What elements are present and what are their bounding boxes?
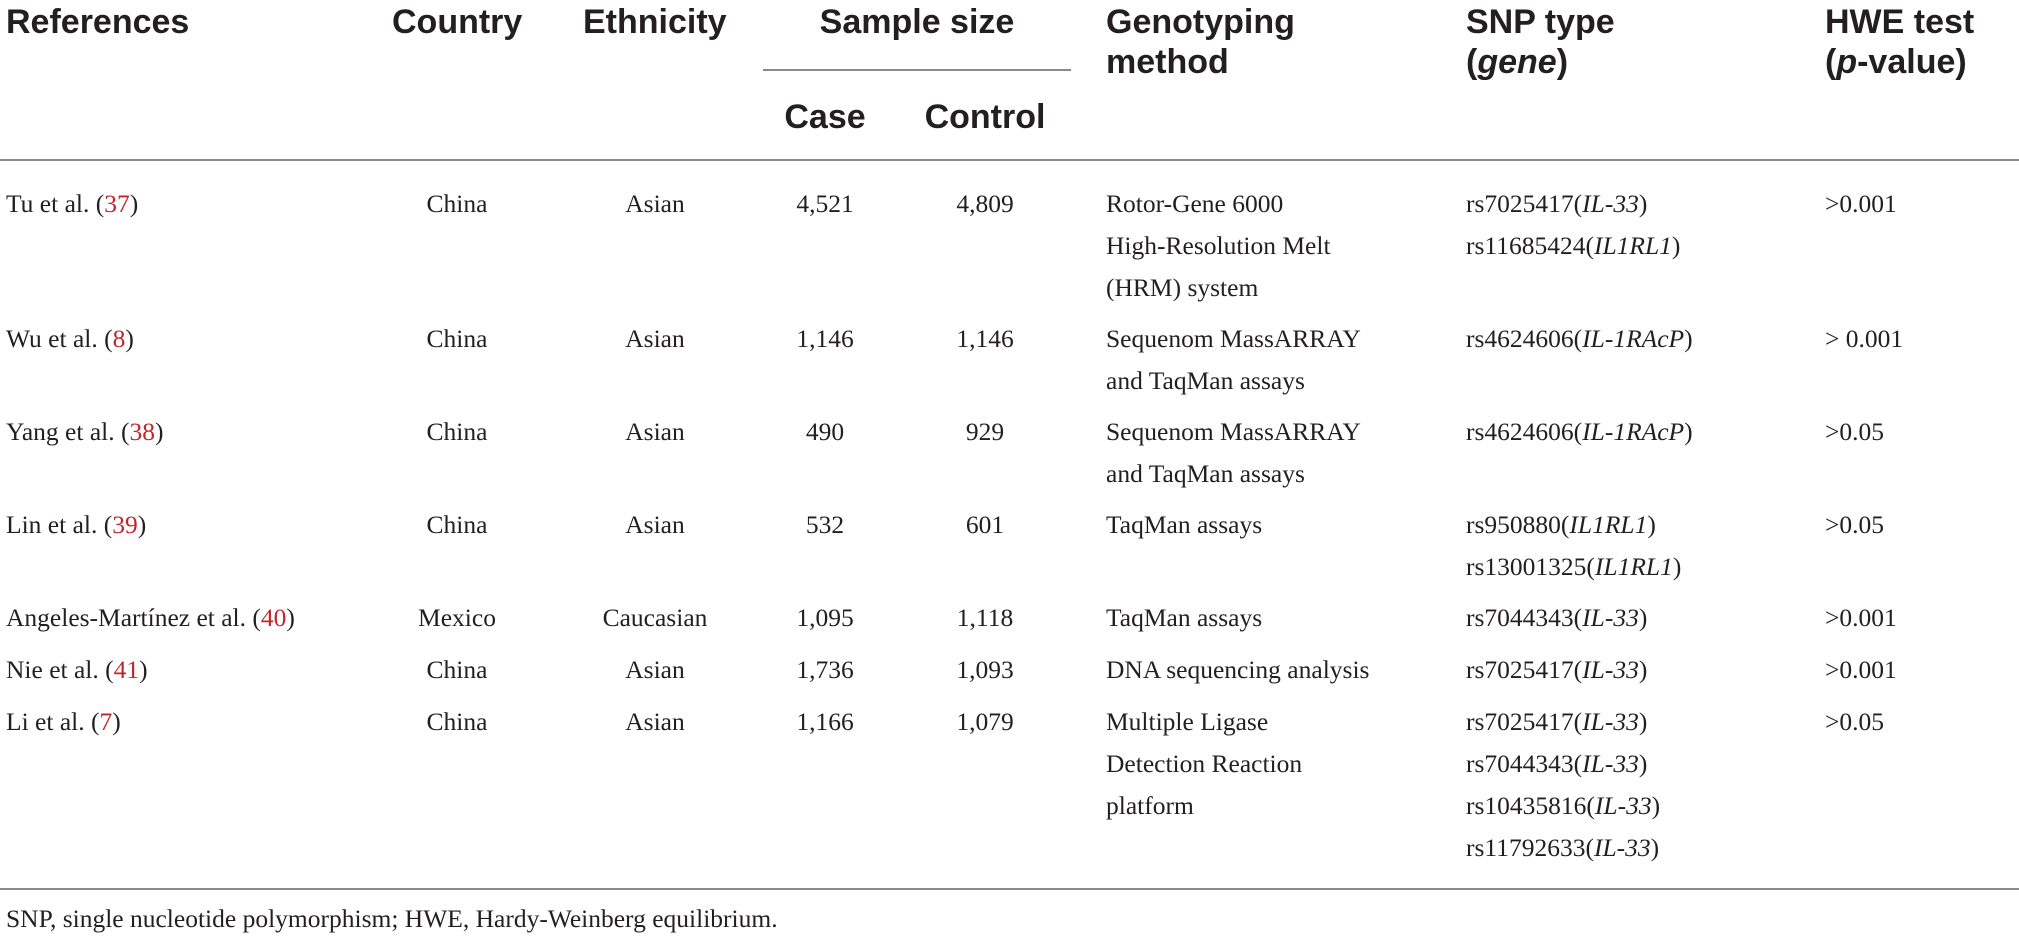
row-2-country: China	[426, 324, 488, 353]
header-sample-size: Sample size	[819, 3, 1015, 41]
row-7-method-line: Detection Reaction	[1106, 749, 1303, 778]
row-3-country: China	[426, 417, 488, 446]
row-3-case: 490	[805, 417, 845, 446]
row-1-method-line: (HRM) system	[1106, 273, 1259, 302]
row-7-case: 1,166	[796, 707, 854, 736]
header-ethnicity: Ethnicity	[583, 3, 727, 41]
row-6-country: China	[426, 655, 488, 684]
header-snp-gene: gene	[1477, 43, 1557, 81]
row-2-snps	[1466, 318, 1693, 360]
table-footnote: SNP, single nucleotide polymorphism; HWE, Hardy-Weinberg equilibrium.	[6, 904, 778, 933]
row-6-ethnicity: Asian	[625, 655, 685, 684]
row-7-ref-link[interactable]: 7	[99, 707, 113, 736]
snp-entry: rs7025417(IL-33)	[1466, 655, 1648, 684]
row-5-ethnicity: Caucasian	[602, 603, 708, 632]
row-6-snps	[1466, 649, 1647, 691]
row-1-author: Tu et al.	[6, 189, 90, 218]
snp-entry: rs11685424(IL1RL1)	[1466, 231, 1681, 260]
snp-entry: rs950880(IL1RL1)	[1466, 510, 1656, 539]
row-3-ref-link[interactable]: 38	[129, 417, 155, 446]
header-hwe-line2: (p-value)	[1825, 43, 1967, 81]
row-6-reference: Nie et al. (41)	[6, 655, 148, 684]
row-2-control: 1,146	[956, 324, 1014, 353]
row-1-ethnicity: Asian	[625, 189, 685, 218]
row-1-country: China	[426, 189, 488, 218]
bottom-rule	[0, 888, 2019, 890]
row-3-reference: Yang et al. (38)	[6, 417, 164, 446]
row-5-case: 1,095	[796, 603, 854, 632]
row-3-control: 929	[965, 417, 1005, 446]
row-7-ethnicity: Asian	[625, 707, 685, 736]
row-2-case: 1,146	[796, 324, 854, 353]
row-2-method	[1106, 318, 1361, 402]
row-1-snps	[1466, 183, 1680, 267]
header-snp-line1: SNP type	[1466, 3, 1615, 41]
row-6-ref-link[interactable]: 41	[113, 655, 140, 684]
row-1-case: 4,521	[796, 189, 854, 218]
row-6-author: Nie et al.	[6, 655, 99, 684]
row-3-snps	[1466, 411, 1693, 453]
snp-entry: rs13001325(IL1RL1)	[1466, 552, 1682, 581]
row-6-control: 1,093	[956, 655, 1014, 684]
row-7-method-line: platform	[1106, 791, 1194, 820]
row-7-method	[1106, 701, 1302, 827]
row-4-author: Lin et al.	[6, 510, 98, 539]
row-4-hwe: >0.05	[1825, 510, 1885, 539]
row-7-snps	[1466, 701, 1660, 869]
header-snp-type	[1466, 2, 1615, 82]
row-1-method-line: Rotor-Gene 6000	[1106, 189, 1284, 218]
row-6-case: 1,736	[796, 655, 854, 684]
row-4-case: 532	[805, 510, 845, 539]
row-4-method	[1106, 504, 1262, 546]
row-5-method	[1106, 597, 1262, 639]
row-7-method-line: Multiple Ligase	[1106, 707, 1269, 736]
header-control: Control	[924, 98, 1046, 136]
row-5-hwe: >0.001	[1825, 603, 1897, 632]
snp-entry: rs7044343(IL-33)	[1466, 749, 1648, 778]
snp-entry: rs7025417(IL-33)	[1466, 707, 1648, 736]
row-2-author: Wu et al.	[6, 324, 98, 353]
header-genotyping-line2: method	[1106, 43, 1229, 81]
header-hwe-p: p	[1836, 43, 1858, 81]
row-4-method-line: TaqMan assays	[1106, 510, 1263, 539]
sample-size-rule	[763, 69, 1071, 71]
row-3-method	[1106, 411, 1361, 495]
snp-entry: rs4624606(IL-1RAcP)	[1466, 324, 1693, 353]
row-1-control: 4,809	[956, 189, 1014, 218]
header-case: Case	[784, 98, 866, 136]
row-5-method-line: TaqMan assays	[1106, 603, 1263, 632]
row-5-control: 1,118	[956, 603, 1014, 632]
row-7-author: Li et al.	[6, 707, 85, 736]
row-2-ref-link[interactable]: 8	[112, 324, 126, 353]
header-snp-line2: (gene)	[1466, 43, 1569, 81]
row-3-method-line: Sequenom MassARRAY	[1106, 417, 1361, 446]
row-1-method	[1106, 183, 1331, 309]
row-2-hwe: > 0.001	[1825, 324, 1904, 353]
row-2-method-line: and TaqMan assays	[1106, 366, 1305, 395]
row-5-ref-link[interactable]: 40	[260, 603, 287, 632]
snp-entry: rs10435816(IL-33)	[1466, 791, 1661, 820]
row-1-reference: Tu et al. (37)	[6, 189, 139, 218]
row-3-author: Yang et al.	[6, 417, 115, 446]
row-2-ethnicity: Asian	[625, 324, 685, 353]
header-hwe-line1: HWE test	[1825, 3, 1975, 41]
row-7-control: 1,079	[956, 707, 1014, 736]
header-genotyping-method	[1106, 2, 1295, 82]
row-6-method-line: DNA sequencing analysis	[1106, 655, 1370, 684]
row-5-author: Angeles-Martínez et al.	[6, 603, 247, 632]
header-references: References	[6, 3, 190, 41]
header-rule	[0, 159, 2019, 161]
row-5-reference: Angeles-Martínez et al. (40)	[6, 603, 295, 632]
row-6-method	[1106, 649, 1369, 691]
row-1-hwe: >0.001	[1825, 189, 1897, 218]
snp-entry: rs7044343(IL-33)	[1466, 603, 1648, 632]
row-3-ethnicity: Asian	[625, 417, 685, 446]
snp-entry: rs4624606(IL-1RAcP)	[1466, 417, 1693, 446]
header-genotyping-line1: Genotyping	[1106, 3, 1295, 41]
row-4-reference: Lin et al. (39)	[6, 510, 147, 539]
row-1-method-line: High-Resolution Melt	[1106, 231, 1331, 260]
row-3-hwe: >0.05	[1825, 417, 1885, 446]
snp-entry: rs11792633(IL-33)	[1466, 833, 1660, 862]
row-4-country: China	[426, 510, 488, 539]
row-7-country: China	[426, 707, 488, 736]
row-4-ref-link[interactable]: 39	[112, 510, 138, 539]
row-7-reference: Li et al. (7)	[6, 707, 121, 736]
row-5-snps	[1466, 597, 1647, 639]
row-5-country: Mexico	[418, 603, 496, 632]
row-4-snps	[1466, 504, 1681, 588]
row-1-ref-link[interactable]: 37	[104, 189, 130, 218]
header-hwe-test	[1825, 2, 1974, 82]
row-3-method-line: and TaqMan assays	[1106, 459, 1305, 488]
row-6-hwe: >0.001	[1825, 655, 1897, 684]
row-2-method-line: Sequenom MassARRAY	[1106, 324, 1361, 353]
header-hwe-rest: -value)	[1857, 43, 1967, 81]
snp-entry: rs7025417(IL-33)	[1466, 189, 1648, 218]
row-4-control: 601	[965, 510, 1005, 539]
row-7-hwe: >0.05	[1825, 707, 1885, 736]
row-4-ethnicity: Asian	[625, 510, 685, 539]
header-country: Country	[392, 3, 523, 41]
row-2-reference: Wu et al. (8)	[6, 324, 134, 353]
